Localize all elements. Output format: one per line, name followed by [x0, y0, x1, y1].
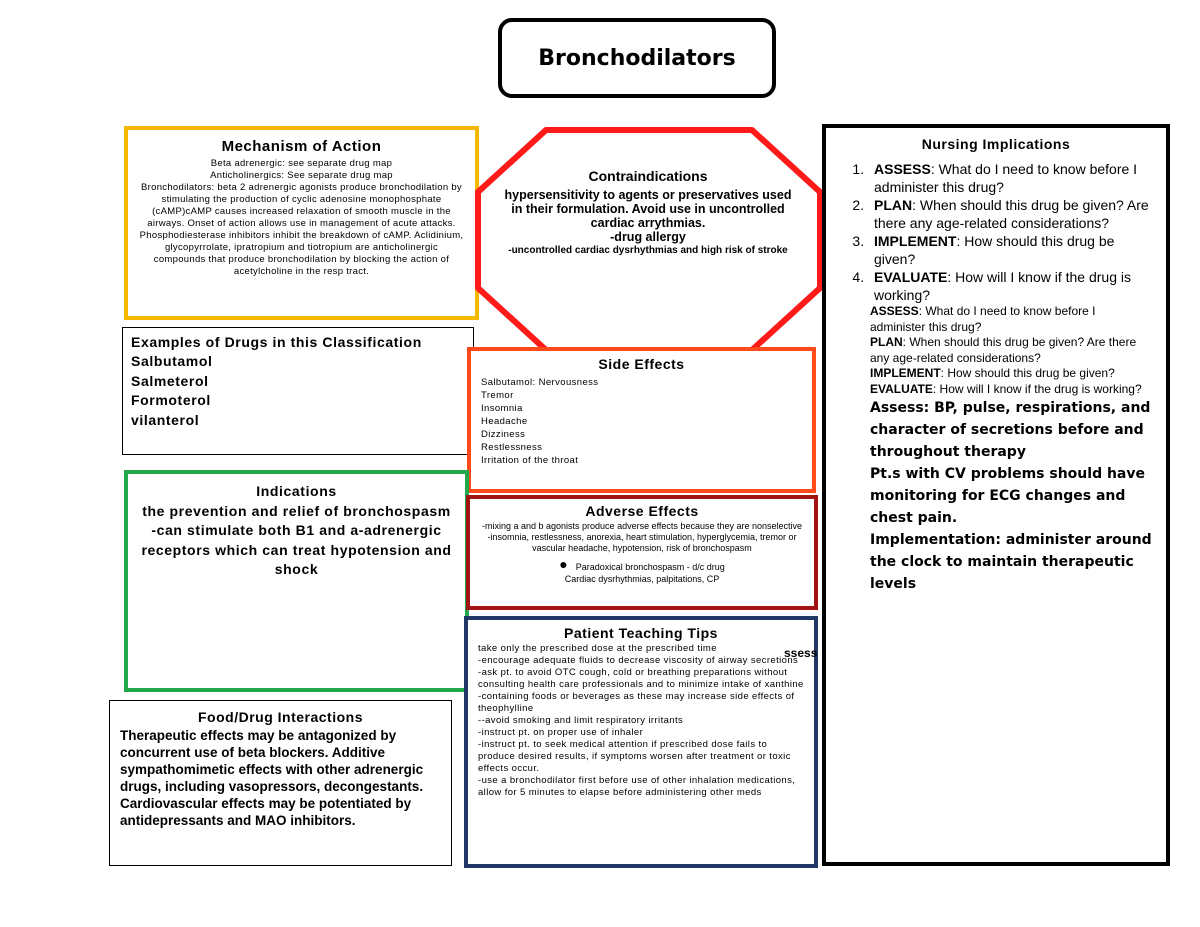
- nursing-step-text: : How should this drug be given?: [874, 233, 1115, 267]
- nursing-sub-label: IMPLEMENT: [870, 366, 941, 380]
- nursing-implications-box: [822, 124, 1170, 866]
- nursing-step-text: : What do I need to know before I administer this drug?: [874, 161, 1138, 195]
- nursing-sub-text: : How will I know if the drug is working?: [932, 381, 1142, 396]
- nursing-note: Implementation: administer around the clock to maintain therapeutic levels: [870, 532, 1152, 592]
- nursing-sub-text: : How should this drug be given?: [940, 366, 1115, 380]
- side-effect-item: Restlessness: [481, 442, 543, 453]
- drug-name: Salbutamol: [131, 353, 213, 369]
- contraindications-heading: Contraindications: [588, 168, 708, 184]
- nursing-step: [868, 160, 1152, 196]
- nursing-heading: Nursing Implications: [921, 136, 1071, 152]
- teaching-heading: Patient Teaching Tips: [564, 625, 718, 641]
- examples-box: [122, 327, 474, 455]
- side-effect-item: Insomnia: [481, 403, 523, 414]
- contraindications-main: hypersensitivity to agents or preservatives used in their formulation. Avoid use in uncontrolled cardiac arrythmias.: [504, 188, 792, 230]
- nursing-sub-item: [870, 366, 1152, 382]
- nursing-steps-list: [840, 160, 1152, 304]
- side-effect-item: Salbutamol: Nervousness: [481, 377, 599, 388]
- side-effects-box: [467, 347, 816, 493]
- nursing-sub-item: [870, 304, 1152, 335]
- food-drug-interactions-box: [109, 700, 452, 866]
- contraindications-allergy: -drug allergy: [610, 230, 686, 244]
- mechanism-line: Beta adrenergic: see separate drug map: [210, 158, 393, 169]
- nursing-step: [868, 232, 1152, 268]
- adverse-effects-box: [466, 495, 818, 610]
- nursing-step-label: ASSESS: [874, 161, 931, 177]
- teaching-line: -ask pt. to avoid OTC cough, cold or breathing preparations without consulting health care professionals and to minimize intake of xanthine -containing foods or beverages as these may increase side effects of theophylline: [478, 667, 807, 714]
- food-text: Therapeutic effects may be antagonized by concurrent use of beta blockers. Additive sympathomimetic effects with other adrenergic drugs, including vasopressors, decongestants. Cardiovascular effects may be potentiated by antidepressants and MAO inhibitors.: [120, 728, 424, 828]
- mechanism-of-action-box: [124, 126, 479, 320]
- contraindications-extra: -uncontrolled cardiac dysrhythmias and high risk of stroke: [508, 245, 788, 256]
- side-effect-item: Dizziness: [481, 429, 526, 440]
- nursing-step-text: : When should this drug be given? Are there any age-related considerations?: [874, 197, 1149, 231]
- mechanism-heading: Mechanism of Action: [221, 138, 382, 155]
- nursing-step-label: IMPLEMENT: [874, 233, 957, 249]
- drug-name: Formoterol: [131, 392, 211, 408]
- nursing-notes: [840, 397, 1152, 595]
- examples-heading: Examples of Drugs in this Classification: [131, 334, 422, 350]
- teaching-line: take only the prescribed dose at the prescribed time: [478, 643, 717, 654]
- side-effect-item: Tremor: [481, 390, 514, 401]
- food-heading: Food/Drug Interactions: [198, 709, 363, 725]
- nursing-note: Pt.s with CV problems should have monitoring for ECG changes and chest pain.: [870, 466, 1145, 526]
- adverse-line: Cardiac dysrhythmias, palpitations, CP: [564, 574, 720, 584]
- adverse-bullet: [480, 558, 804, 574]
- drug-name: vilanterol: [131, 411, 200, 428]
- adverse-effects-heading: Adverse Effects: [585, 503, 699, 519]
- patient-teaching-box: [464, 616, 818, 868]
- nursing-step: [868, 268, 1152, 304]
- page-title: Bronchodilators: [538, 45, 736, 71]
- adverse-line: -mixing a and b agonists produce adverse effects because they are nonselective: [481, 521, 803, 531]
- nursing-note: Assess: BP, pulse, respirations, and character of secretions before and throughout therapy: [870, 400, 1151, 460]
- drug-name: Salmeterol: [131, 372, 209, 389]
- mechanism-line: Bronchodilators: beta 2 adrenergic agonists produce bronchodilation by stimulating the production of cyclic adenosine monophosphate (cAMP)cAMP causes increased relaxation of smooth muscle in the airways. Onset of action allows use in management of acute attacks. Phosphodiesterase inhibitors inhibit the breakdown of cAMP. Aclidinium, glycopyrrolate, ipratropium and tiotropium are anticholinergic compounds that produce bronchodilation by blocking the action of acetylcholine in the resp tract.: [139, 182, 464, 277]
- nursing-sub-block: [840, 304, 1152, 397]
- teaching-line: -encourage adequate fluids to decrease viscosity of airway secretions: [478, 655, 799, 666]
- teaching-line: -instruct pt. to seek medical attention if prescribed dose fails to produce desired results, if symptoms worsen after treatment or toxic effects occur.: [478, 739, 794, 774]
- side-effect-item: Irritation of the throat: [481, 455, 579, 466]
- adverse-line: -insomnia, restlessness, anorexia, heart stimulation, hyperglycemia, tremor or vascular headache, hypotension, risk of bronchospasm: [487, 532, 797, 553]
- nursing-sub-label: PLAN: [870, 335, 903, 349]
- side-effect-item: Headache: [481, 416, 528, 427]
- nursing-step-label: EVALUATE: [874, 269, 948, 285]
- page-title-box: [498, 18, 776, 98]
- adverse-bullet-text: Paradoxical bronchospasm - d/c drug: [575, 562, 725, 572]
- nursing-step: [868, 196, 1152, 232]
- indications-heading: Indications: [256, 483, 337, 499]
- nursing-sub-item: [870, 382, 1152, 398]
- mechanism-line: Anticholinergics: See separate drug map: [210, 170, 393, 181]
- indications-box: [124, 470, 469, 692]
- nursing-sub-label: EVALUATE: [870, 381, 933, 396]
- nursing-sub-label: ASSESS: [870, 304, 919, 318]
- teaching-line: -use a bronchodilator first before use of other inhalation medications, allow for 5 minutes to elapse before administering other meds: [478, 775, 799, 798]
- side-effects-heading: Side Effects: [598, 356, 685, 372]
- nursing-sub-text: : When should this drug be given? Are there any age-related considerations?: [870, 335, 1137, 365]
- indications-line: -can stimulate both B1 and a-adrenergic receptors which can treat hypotension and shock: [141, 522, 452, 577]
- nursing-step-text: : How will I know if the drug is working?: [874, 269, 1131, 303]
- bullet-icon: ●: [559, 556, 568, 572]
- stray-text: ssess: [784, 646, 818, 660]
- nursing-sub-text: : What do I need to know before I administer this drug?: [870, 304, 1096, 334]
- nursing-step-label: PLAN: [874, 197, 913, 213]
- nursing-sub-item: [870, 335, 1152, 366]
- indications-line: the prevention and relief of bronchospasm: [142, 502, 451, 519]
- contraindications-content: [500, 168, 796, 258]
- teaching-line: --avoid smoking and limit respiratory irritants: [478, 715, 684, 726]
- teaching-line: -instruct pt. on proper use of inhaler: [478, 727, 644, 738]
